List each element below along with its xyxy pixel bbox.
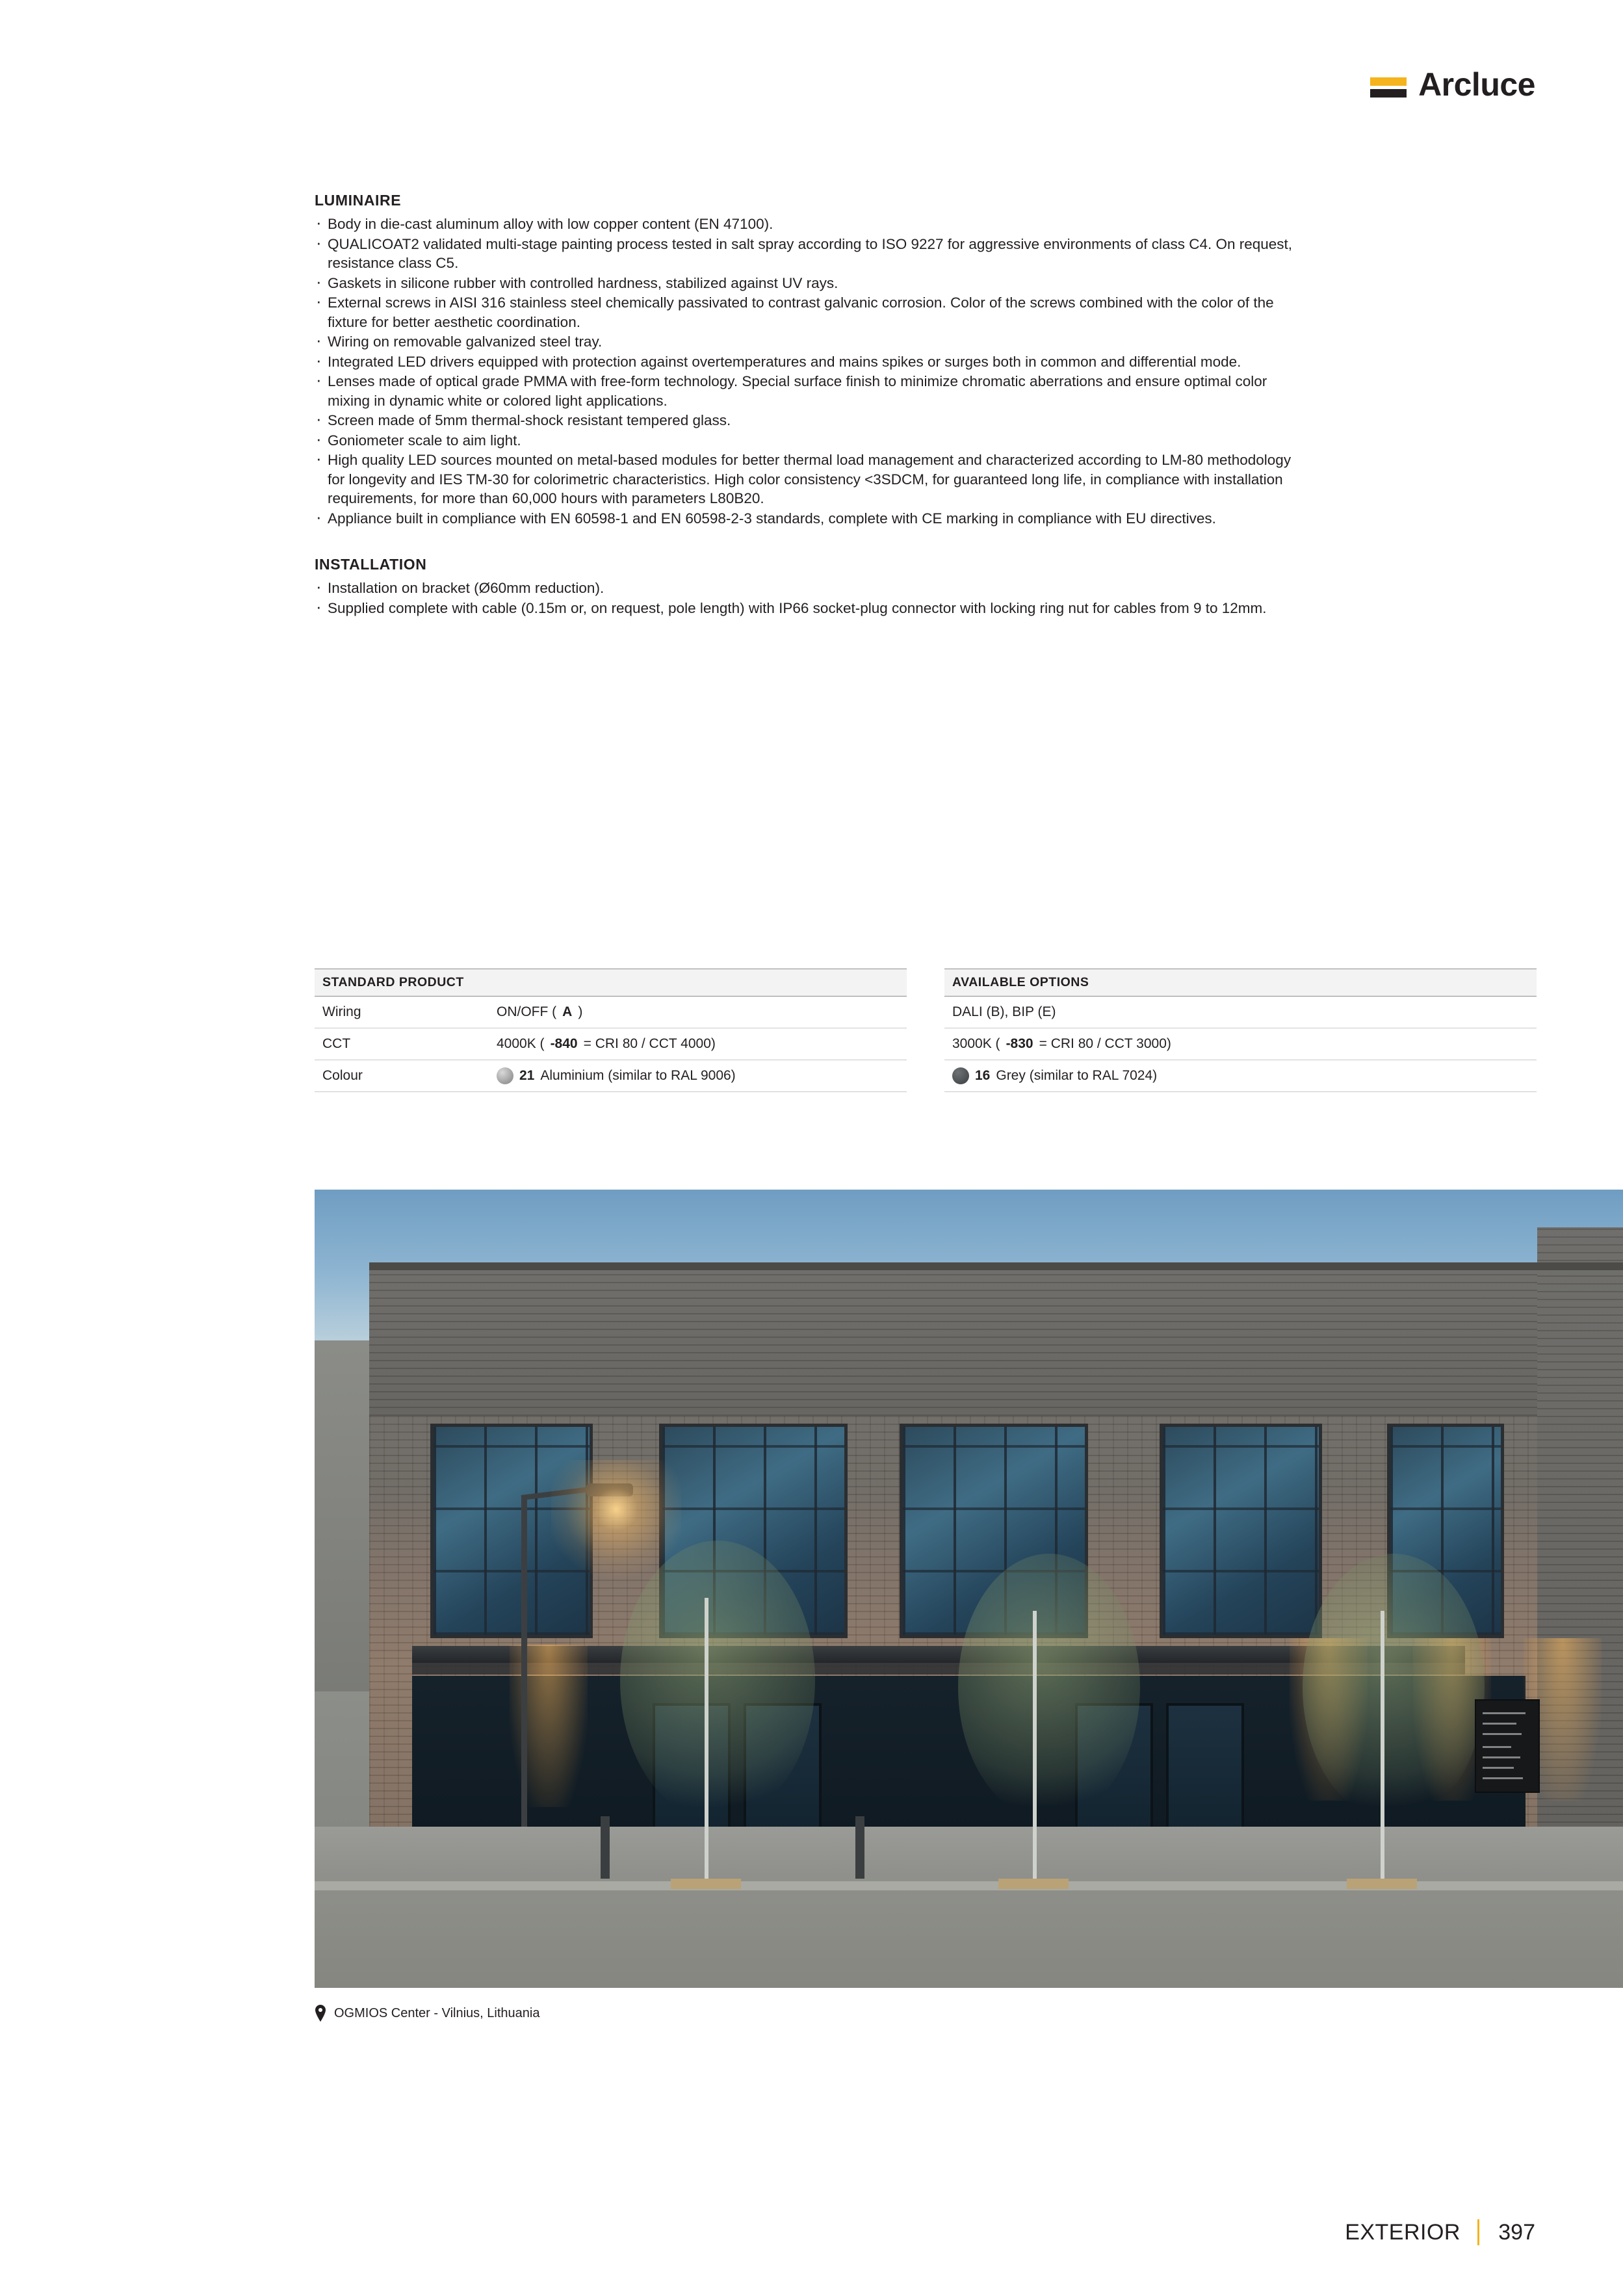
list-item: · QUALICOAT2 validated multi-stage painting process tested in salt spray according to ISO 9227 for aggressive environments of class C4. On request, resistance class C5. xyxy=(315,235,1303,273)
value-code: 21 xyxy=(519,1068,535,1083)
arcluce-mark-icon xyxy=(1370,72,1407,98)
table-row xyxy=(315,1028,907,1060)
list-item: · Wiring on removable galvanized steel tray. xyxy=(315,332,1303,352)
value-code: -830 xyxy=(1006,1036,1033,1051)
list-item: · High quality LED sources mounted on metal-based modules for better thermal load management and characterized according to LM-80 methodology for longevity and IES TM-30 for colorimetric characteristics. High color consistency <3SDCM, for guaranteed long life, in compliance with installation requirements, for more than 60,000 hours with parameters L80B20. xyxy=(315,450,1303,508)
value-code: -840 xyxy=(550,1036,578,1051)
list-item: · Gaskets in silicone rubber with controlled hardness, stabilized against UV rays. xyxy=(315,274,1303,293)
facade-right-wing xyxy=(1537,1227,1623,1838)
location-pin-icon xyxy=(315,2005,326,2022)
page-footer xyxy=(1345,2219,1535,2245)
lamp-post xyxy=(521,1495,527,1859)
photo-caption xyxy=(315,2005,539,2022)
curb xyxy=(315,1881,1623,1890)
photo-scene xyxy=(315,1190,1623,1988)
value-prefix: 4000K ( xyxy=(497,1036,545,1051)
list-item: · Integrated LED drivers equipped with protection against overtemperatures and mains spikes or surges both in common and differential mode. xyxy=(315,352,1303,372)
brand-logo xyxy=(1370,68,1535,101)
footer-section: EXTERIOR xyxy=(1345,2219,1461,2245)
brand-name: Arcluce xyxy=(1418,66,1535,103)
row-label: CCT xyxy=(322,1036,351,1051)
tree-planter xyxy=(1347,1879,1417,1889)
product-tables xyxy=(315,969,1537,1092)
page-number: 397 xyxy=(1498,2219,1535,2245)
value-suffix: = CRI 80 / CCT 4000) xyxy=(583,1036,716,1051)
tree-planter xyxy=(671,1879,741,1889)
available-options-table xyxy=(944,969,1537,1092)
table-row xyxy=(944,997,1537,1028)
list-item: · Supplied complete with cable (0.15m or, on request, pole length) with IP66 socket-plug connector with locking ring nut for cables from 9 to 12mm. xyxy=(315,599,1303,618)
parapet xyxy=(369,1262,1623,1270)
row-label: Wiring xyxy=(322,1004,361,1019)
row-value xyxy=(497,1036,907,1052)
bollard xyxy=(855,1816,864,1879)
tree-canopy xyxy=(620,1541,815,1820)
row-value xyxy=(497,1004,907,1020)
value-prefix: ON/OFF ( xyxy=(497,1004,557,1019)
project-photo xyxy=(315,1190,1623,1988)
specifications xyxy=(315,192,1303,618)
row-value xyxy=(497,1067,907,1084)
window-bay xyxy=(1160,1424,1322,1638)
table-row xyxy=(944,1028,1537,1060)
value-suffix: = CRI 80 / CCT 3000) xyxy=(1039,1036,1171,1051)
row-value xyxy=(944,1067,1537,1084)
table-row xyxy=(315,997,907,1028)
installation-list xyxy=(315,579,1303,618)
list-item: · Body in die-cast aluminum alloy with low copper content (EN 47100). xyxy=(315,215,1303,234)
table-row xyxy=(944,1060,1537,1092)
value-code: A xyxy=(562,1004,573,1019)
list-item: · Appliance built in compliance with EN 60598-1 and EN 60598-2-3 standards, complete with CE marking in compliance with EU directives. xyxy=(315,509,1303,528)
value-suffix: Aluminium (similar to RAL 9006) xyxy=(540,1068,736,1083)
tree-trunk xyxy=(1033,1611,1037,1884)
pavement xyxy=(315,1827,1623,1988)
value-suffix: Grey (similar to RAL 7024) xyxy=(996,1068,1158,1083)
row-value xyxy=(944,1036,1537,1052)
tree-canopy xyxy=(958,1554,1140,1820)
aluminium-swatch-icon xyxy=(497,1067,513,1084)
grey-swatch-icon xyxy=(952,1067,969,1084)
wayfinding-sign xyxy=(1475,1699,1540,1793)
list-item: · Screen made of 5mm thermal-shock resistant tempered glass. xyxy=(315,411,1303,430)
entrance-door xyxy=(1166,1703,1244,1832)
list-item: · External screws in AISI 316 stainless steel chemically passivated to contrast galvanic corrosion. Color of the screws combined with the color of the fixture for better aesthetic coordination. xyxy=(315,293,1303,332)
facade-upper-band xyxy=(369,1266,1623,1416)
list-item: · Lenses made of optical grade PMMA with free-form technology. Special surface finish to minimize chromatic aberrations and ensure optimal color mixing in dynamic white or colored light applications. xyxy=(315,372,1303,410)
bollard xyxy=(601,1816,610,1879)
list-item: · Goniometer scale to aim light. xyxy=(315,431,1303,450)
tree-trunk xyxy=(1381,1611,1384,1884)
row-label: Colour xyxy=(322,1068,363,1083)
list-item: · Installation on bracket (Ø60mm reduction). xyxy=(315,579,1303,598)
caption-text: OGMIOS Center - Vilnius, Lithuania xyxy=(334,2005,540,2020)
tree-planter xyxy=(998,1879,1069,1889)
row-value: DALI (B), BIP (E) xyxy=(952,1004,1056,1019)
footer-divider xyxy=(1477,2219,1479,2245)
standard-product-table xyxy=(315,969,907,1092)
tree-trunk xyxy=(705,1598,708,1884)
luminaire-title: LUMINAIRE xyxy=(315,192,402,209)
value-suffix: ) xyxy=(578,1004,583,1019)
value-prefix: 3000K ( xyxy=(952,1036,1000,1051)
luminaire-list xyxy=(315,215,1303,528)
table-header: AVAILABLE OPTIONS xyxy=(944,969,1537,997)
value-code: 16 xyxy=(975,1068,991,1083)
table-header: STANDARD PRODUCT xyxy=(315,969,907,997)
tree-canopy xyxy=(1303,1554,1485,1820)
table-row xyxy=(315,1060,907,1092)
installation-title: INSTALLATION xyxy=(315,556,427,573)
